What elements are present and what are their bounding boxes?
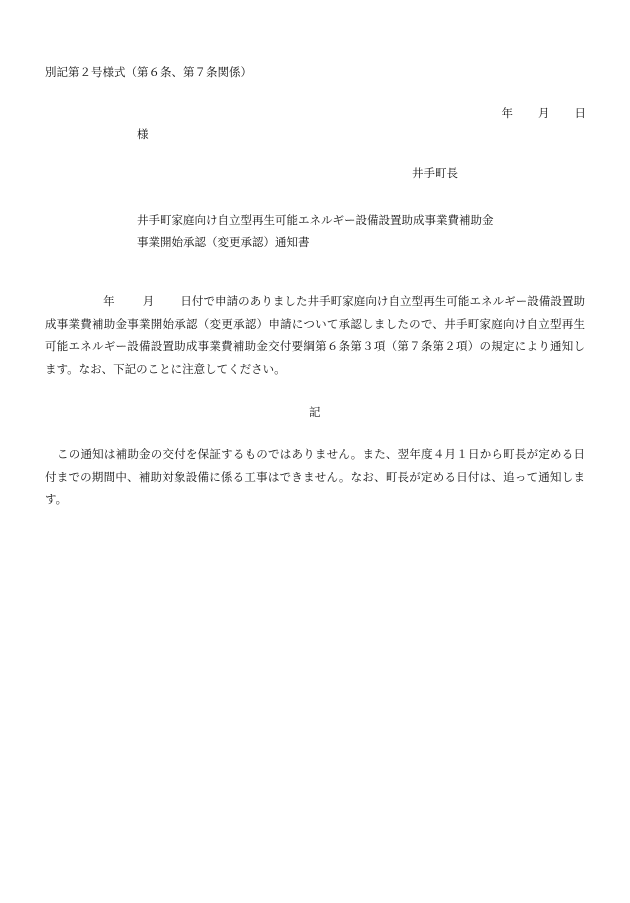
title-line-2: 事業開始承認（変更承認）通知書: [137, 235, 310, 249]
body-year-label: 年: [103, 294, 115, 308]
document-title: [137, 209, 494, 253]
date-header: [502, 108, 587, 120]
date-day-label: 日: [574, 106, 586, 120]
body-text: 日付で申請のありました井手町家庭向け自立型再生可能エネルギー設備設置助成事業費補助金事業開始承認（変更承認）申請について承認しましたので、井手町家庭向け自立型再生可能エネルギー設備設置助成事業費補助金交付要綱第６条第３項（第７条第２項）の規定により通知します。なお、下記のことに注意してください。: [45, 294, 586, 376]
title-line-1: 井手町家庭向け自立型再生可能エネルギー設備設置助成事業費補助金: [137, 213, 494, 227]
ki-heading: 記: [309, 405, 321, 419]
date-year-label: 年: [501, 106, 513, 120]
date-month-label: 月: [538, 106, 550, 120]
sender-name: 井手町長: [412, 166, 458, 180]
note-paragraph: この通知は補助金の交付を保証するものではありません。また、翌年度４月１日から町長が定める日付までの期間中、補助対象設備に係る工事はできません。なお、町長が定める日付は、追って通知します。: [45, 447, 585, 506]
body-month-label: 月: [142, 294, 155, 308]
form-label: 別記第２号様式（第６条、第７条関係）: [45, 65, 252, 79]
body-paragraph: [45, 290, 585, 380]
addressee-suffix: 様: [137, 127, 149, 141]
